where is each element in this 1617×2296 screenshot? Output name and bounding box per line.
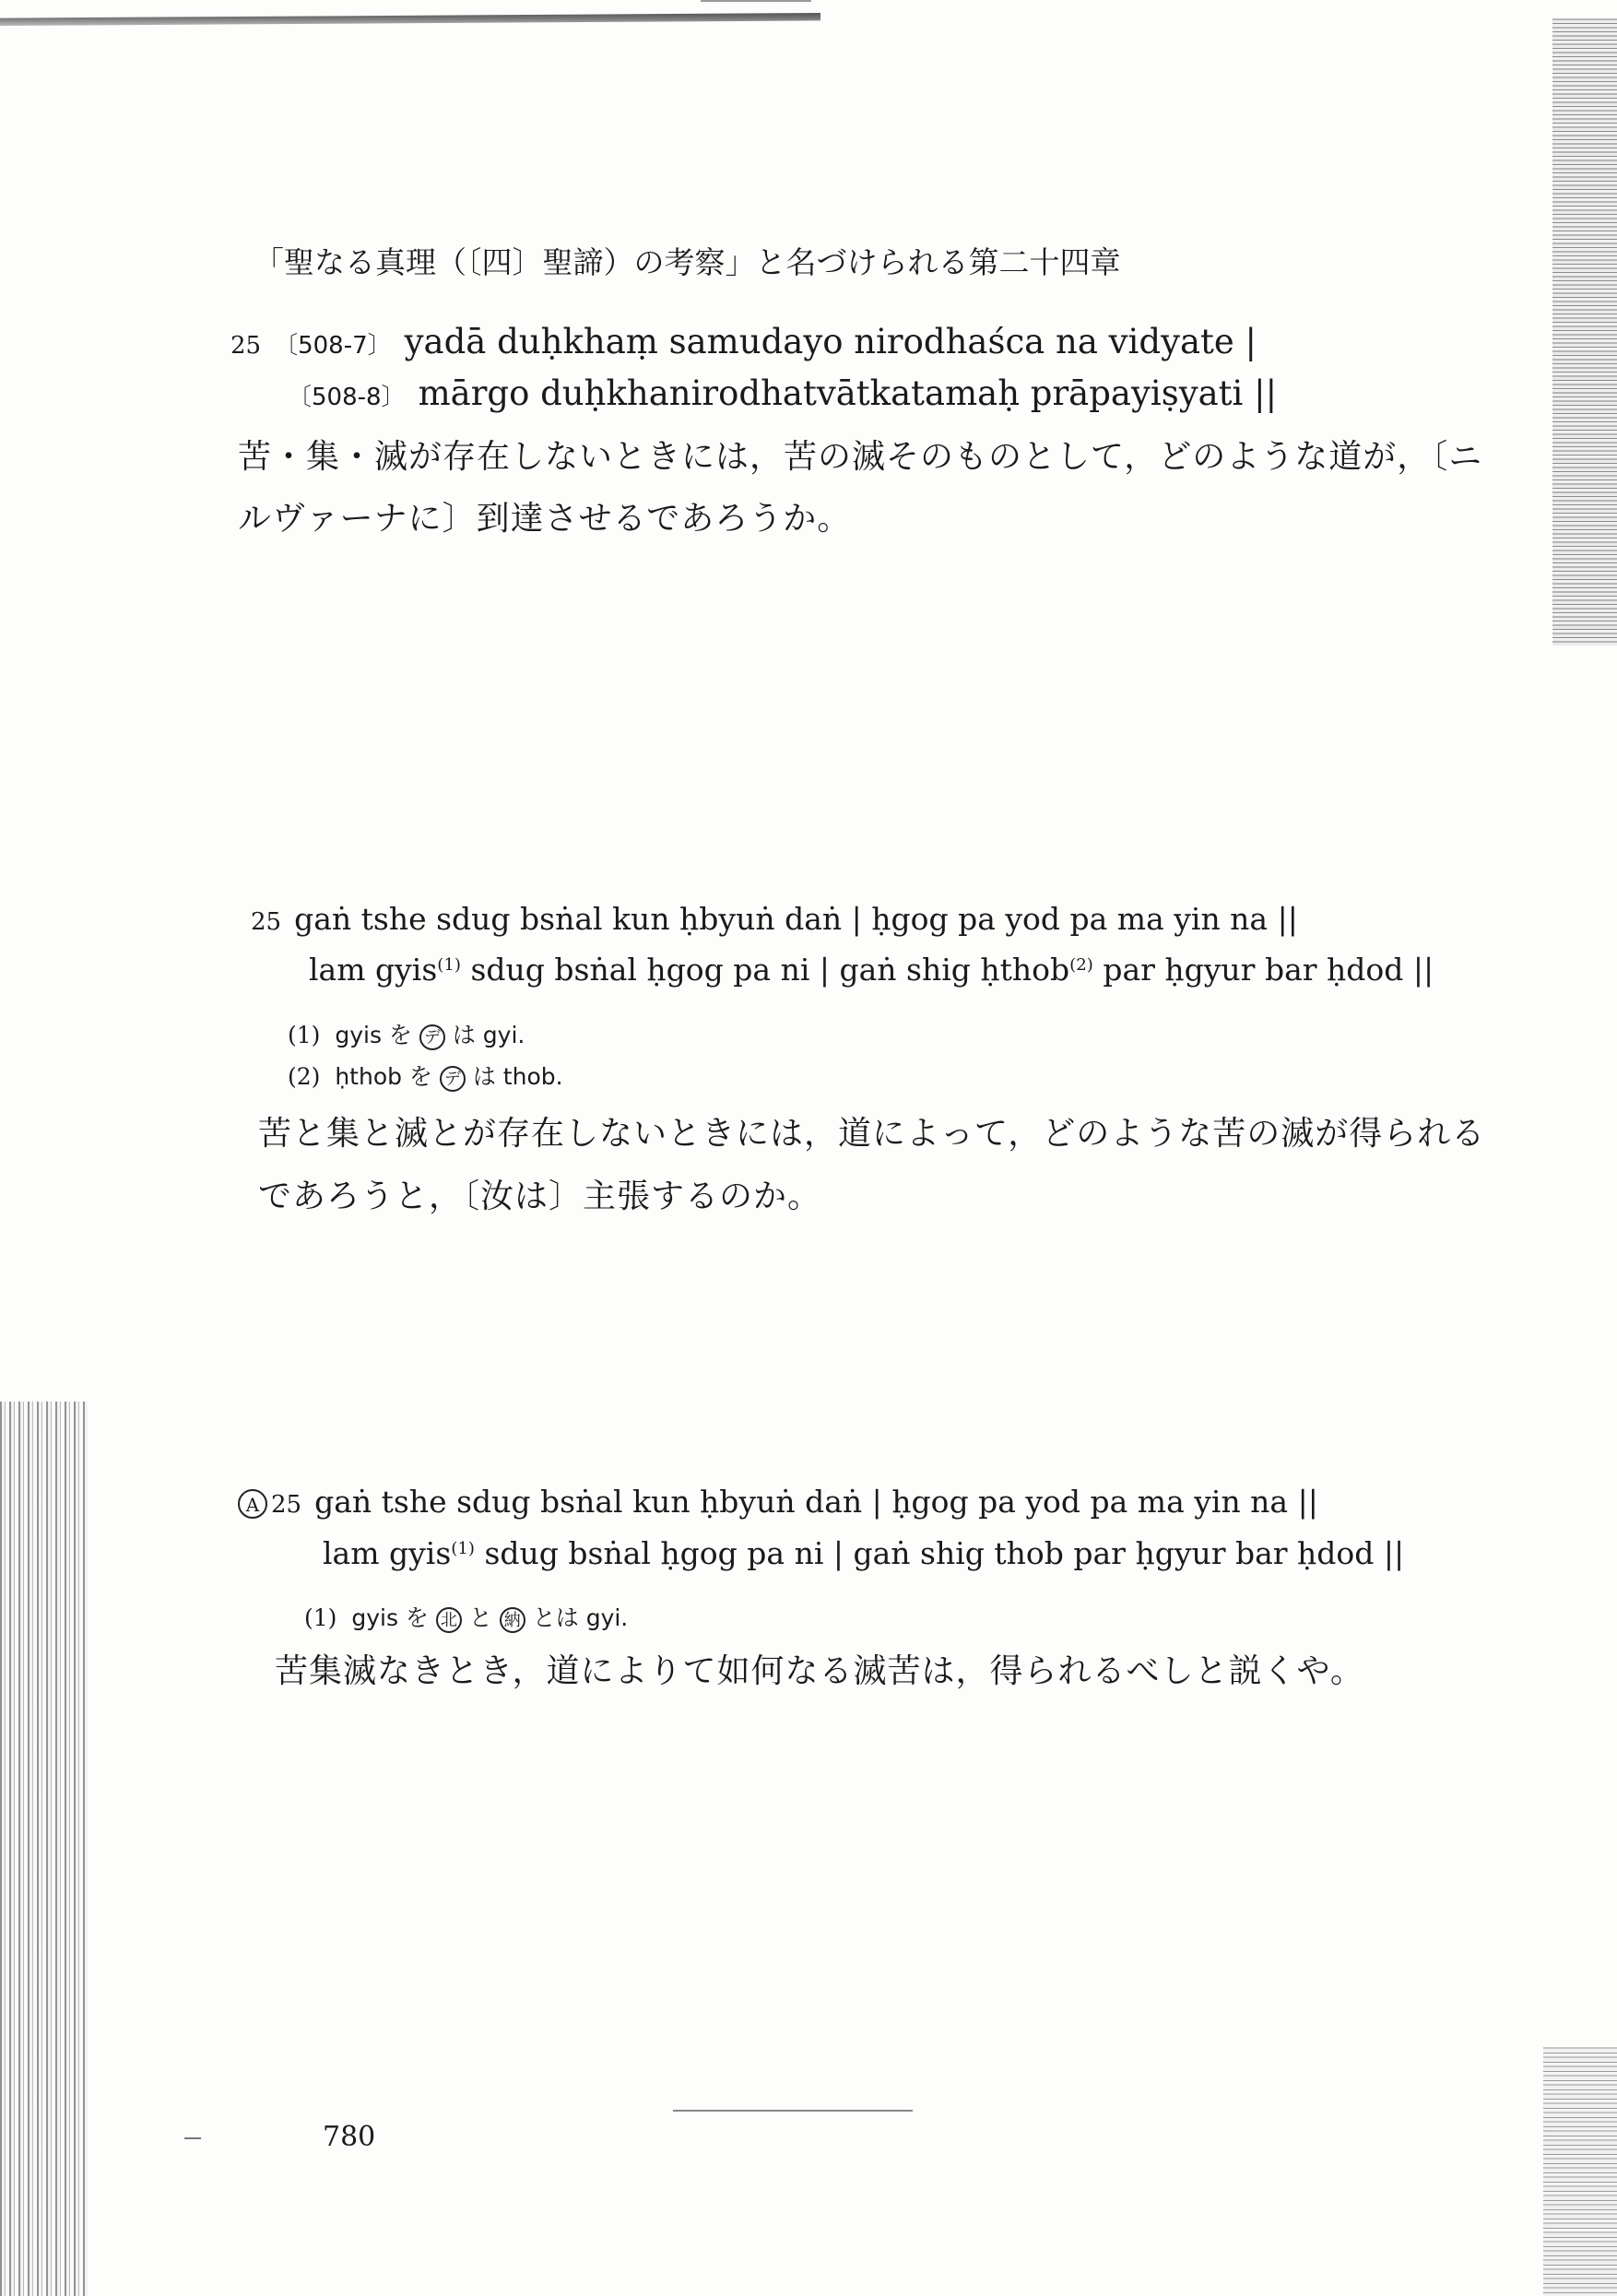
verse-number: 25	[230, 332, 262, 360]
commentary-text-2b: sdug bsṅal ḥgog pa ni | gaṅ shig thob par ḥgyur bar ḥdod ||	[474, 1535, 1405, 1571]
tibetan-text-1: gaṅ tshe sdug bsṅal kun ḥbyuṅ daṅ | ḥgog pa yod pa ma yin na ||	[294, 901, 1298, 937]
tibetan-text-2b: sdug bsṅal ḥgog pa ni | gaṅ shig ḥthob	[460, 952, 1070, 988]
tibetan-line-1	[251, 901, 1298, 937]
tibetan-note-1	[288, 1024, 525, 1050]
sanskrit-text-2: mārgo duḥkhanirodhatvātkatamaḥ prāpayiṣyati ||	[418, 373, 1278, 413]
sanskrit-translation-1: 苦・集・滅が存在しないときには，苦の滅そのものとして，どのような道が，〔ニ	[238, 438, 1483, 476]
commentary-marker-icon: A	[238, 1489, 267, 1519]
sanskrit-line-1	[230, 322, 1257, 361]
note-number: (1)	[304, 1604, 337, 1631]
commentary-line-2	[323, 1535, 1405, 1571]
sanskrit-line-2	[288, 373, 1278, 413]
sanskrit-ref-1: 〔508-7〕	[274, 332, 392, 360]
edition-mark-icon: デ	[419, 1024, 445, 1050]
commentary-translation: 苦集滅なきとき，道によりて如何なる滅苦は，得られるべしと説くや。	[275, 1652, 1364, 1690]
note-text: は thob.	[472, 1063, 563, 1090]
commentary-text-1: gaṅ tshe sdug bsṅal kun ḥbyuṅ daṅ | ḥgog pa yod pa ma yin na ||	[314, 1484, 1318, 1520]
commentary-note-1	[304, 1606, 628, 1633]
tibetan-text-2a: lam gyis	[309, 952, 438, 988]
sanskrit-ref-2: 〔508-8〕	[288, 384, 406, 411]
note-text: とは gyi.	[532, 1604, 629, 1631]
note-text: gyis を	[335, 1022, 412, 1048]
scan-edge-right-bottom	[1543, 2047, 1617, 2296]
scan-edge-top	[0, 13, 820, 26]
edition-mark-icon: 北	[436, 1607, 462, 1633]
tibetan-line-2	[309, 952, 1434, 988]
note-text: gyis を	[351, 1604, 429, 1631]
scan-edge-right	[1552, 18, 1617, 645]
commentary-text-2a: lam gyis	[323, 1535, 452, 1571]
note-text: ḥthob を	[335, 1063, 432, 1090]
scan-edge-line	[701, 0, 811, 2]
commentary-verse-number: 25	[271, 1491, 302, 1519]
page-number: 780	[323, 2121, 376, 2153]
scan-smudge	[673, 2110, 913, 2112]
chapter-heading: 「聖なる真理（〔四〕聖諦）の考察」と名づけられる第二十四章	[254, 244, 1121, 280]
tibetan-translation-2: であろうと，〔汝は〕主張するのか。	[258, 1178, 822, 1215]
footnote-ref-2: (2)	[1069, 955, 1093, 976]
scan-edge-left	[0, 1402, 88, 2296]
note-number: (2)	[288, 1063, 321, 1090]
footnote-ref-1: (1)	[437, 955, 461, 976]
edition-mark-icon: 納	[500, 1607, 525, 1633]
tibetan-verse-number: 25	[251, 908, 282, 936]
tibetan-note-2	[288, 1065, 563, 1092]
sanskrit-text-1: yadā duḥkhaṃ samudayo nirodhaśca na vidyate |	[404, 322, 1257, 361]
note-text: と	[468, 1604, 492, 1631]
edition-mark-icon: デ	[440, 1066, 466, 1092]
note-number: (1)	[288, 1022, 321, 1048]
tibetan-translation-1: 苦と集と滅とが存在しないときには，道によって，どのような苦の滅が得られる	[258, 1115, 1486, 1153]
sanskrit-translation-2: ルヴァーナに〕到達させるであろうか。	[238, 500, 852, 538]
commentary-line-1	[238, 1486, 1318, 1519]
scan-smudge	[184, 2137, 201, 2139]
note-text: は gyi.	[452, 1022, 525, 1048]
tibetan-text-2c: par ḥgyur bar ḥdod ||	[1092, 952, 1434, 988]
footnote-ref-1: (1)	[451, 1539, 475, 1559]
